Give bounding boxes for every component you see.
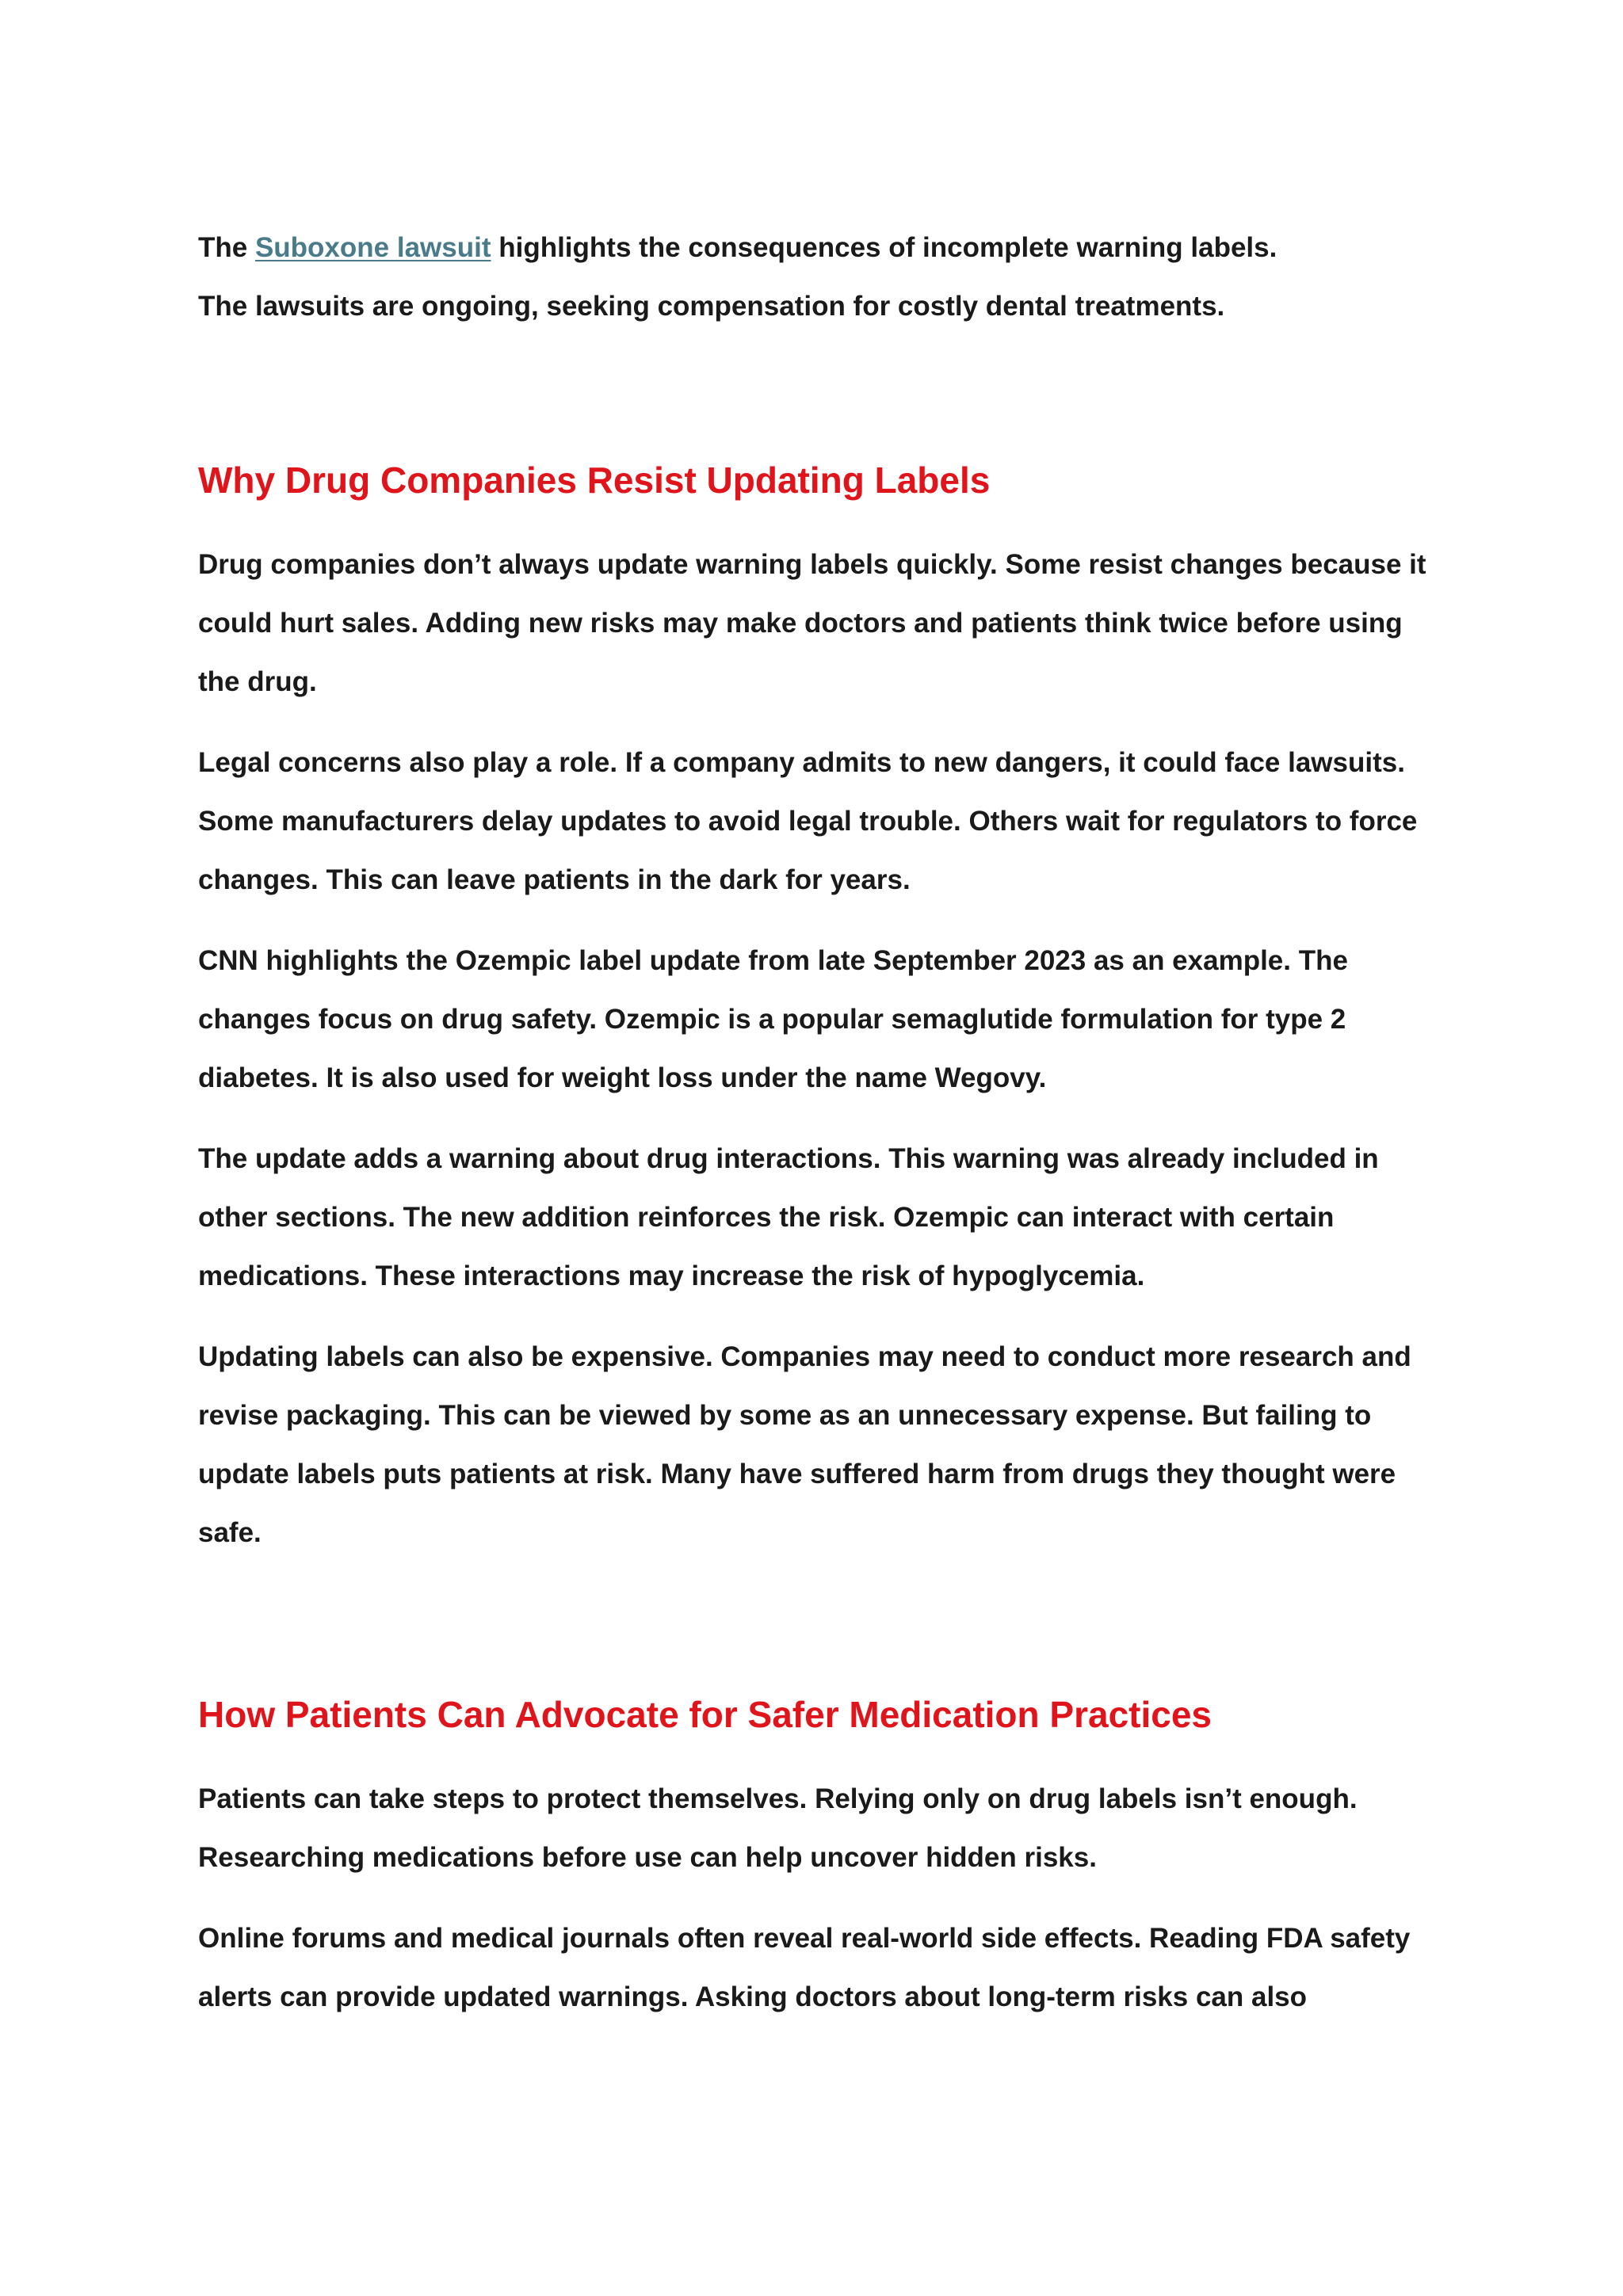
document-page [198, 219, 1434, 2049]
paragraph: CNN highlights the Ozempic label update from late September 2023 as an example. The changes focus on drug safety. Ozempic is a popular semaglutide formulation for type 2 diabetes. It is also used for weight loss under the name Wegovy. [198, 945, 1348, 1093]
paragraph: The update adds a warning about drug interactions. This warning was already included in other sections. The new addition reinforces the risk. Ozempic can interact with certain medications. These interactions may increase the risk of hypoglycemia. [198, 1143, 1379, 1291]
paragraph: Updating labels can also be expensive. Companies may need to conduct more research and revise packaging. This can be viewed by some as an unnecessary expense. But failing to update labels puts patients at risk. Many have suffered harm from drugs they thought were safe. [198, 1341, 1411, 1548]
paragraph: Legal concerns also play a role. If a company admits to new dangers, it could face lawsuits. Some manufacturers delay updates to avoid legal trouble. Others wait for regulators to force changes. This can leave patients in the dark for years. [198, 747, 1418, 895]
intro-text-before-link: The [198, 232, 255, 263]
intro-line-2: The lawsuits are ongoing, seeking compensation for costly dental treatments. [198, 291, 1225, 322]
paragraph: Online forums and medical journals often reveal real-world side effects. Reading FDA safety alerts can provide updated warnings. Asking doctors about long-term risks can also [198, 1923, 1411, 2012]
intro-paragraph [198, 219, 1434, 336]
suboxone-lawsuit-link[interactable]: Suboxone lawsuit [254, 232, 491, 263]
section-heading-how-patients-advocate: How Patients Can Advocate for Safer Medication Practices [198, 1694, 1212, 1735]
section-heading-why-drug-companies: Why Drug Companies Resist Updating Labels [198, 460, 991, 501]
paragraph: Patients can take steps to protect themselves. Relying only on drug labels isn’t enough. Researching medications before use can help uncover hidden risks. [198, 1783, 1358, 1873]
paragraph: Drug companies don’t always update warning labels quickly. Some resist changes because it could hurt sales. Adding new risks may make doctors and patients think twice before using the drug. [198, 549, 1426, 697]
intro-text-after-link: highlights the consequences of incomplete warning labels. [491, 232, 1277, 263]
